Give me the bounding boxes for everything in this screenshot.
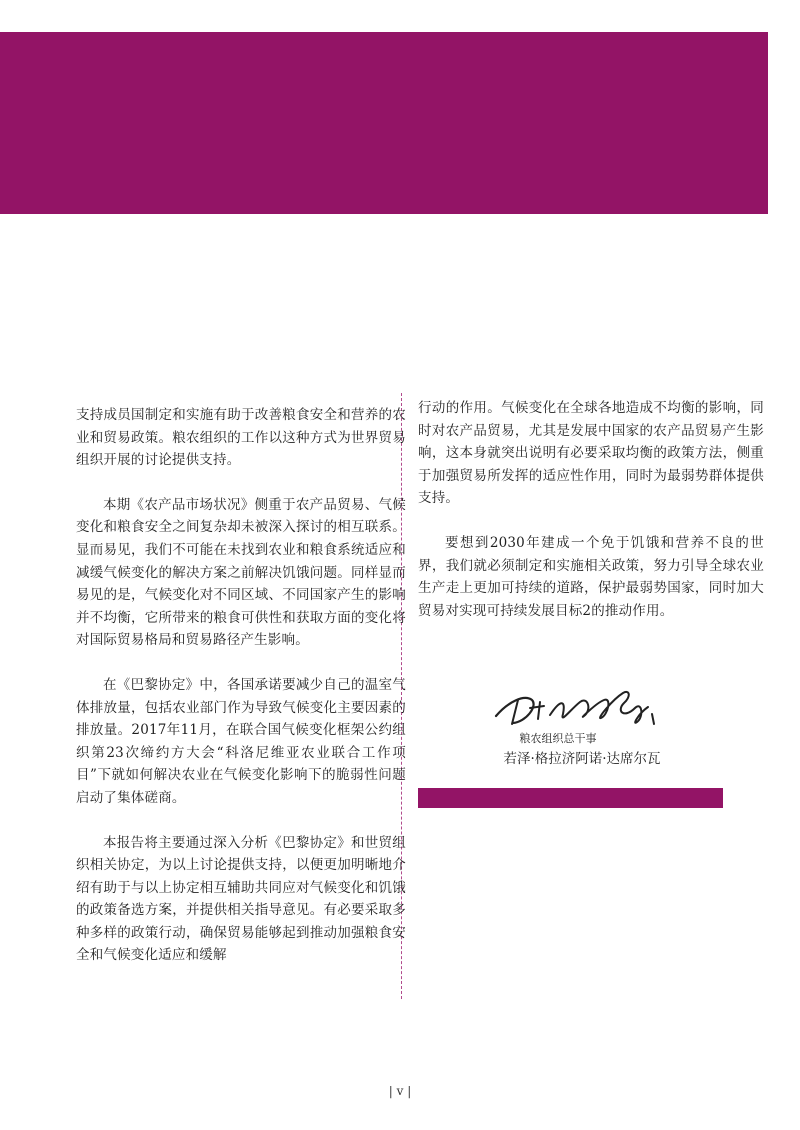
signature-title: 粮农组织总干事 <box>519 732 597 745</box>
right-paragraph-2: 要想到2030年建成一个免于饥饿和营养不良的世界，我们就必须制定和实施相关政策，努力引导全球农业生产走上更加可持续的道路，保护最弱势国家，同时加大贸易对实现可持续发展目标2的推动作用。 <box>418 534 764 619</box>
page-number: | v | <box>388 1084 412 1098</box>
signature-icon <box>488 682 678 738</box>
left-column <box>76 404 406 967</box>
right-column <box>418 397 764 622</box>
bottom-accent-bar <box>418 788 723 808</box>
signature-name: 若泽·格拉济阿诺·达席尔瓦 <box>503 751 661 767</box>
left-paragraph-4: 本报告将主要通过深入分析《巴黎协定》和世贸组织相关协定，为以上讨论提供支持，以便更加明晰地介绍有助于与以上协定相互辅助共同应对气候变化和饥饿的政策备选方案，并提供相关指导意见。有必要采取多种多样的政策行动，确保贸易能够起到推动加强粮食安全和气候变化适应和缓解 <box>76 834 406 964</box>
left-paragraph-3: 在《巴黎协定》中，各国承诺要减少自己的温室气体排放量，包括农业部门作为导致气候变化主要因素的排放量。2017年11月，在联合国气候变化框架公约组织第23次缔约方大会“科洛尼维亚农业联合工作项目”下就如何解决农业在气候变化影响下的脆弱性问题启动了集体磋商。 <box>76 676 406 806</box>
top-banner <box>0 32 768 214</box>
right-paragraph-1: 行动的作用。气候变化在全球各地造成不均衡的影响，同时对农产品贸易，尤其是发展中国家的农产品贸易产生影响，这本身就突出说明有必要采取均衡的政策方法，侧重于加强贸易所发挥的适应性作用，同时为最弱势群体提供支持。 <box>418 400 764 507</box>
left-paragraph-2: 本期《农产品市场状况》侧重于农产品贸易、气候变化和粮食安全之间复杂却未被深入探讨的相互联系。显而易见，我们不可能在未找到农业和粮食系统适应和减缓气候变化的解决方案之前解决饥饿问题。同样显而易见的是，气候变化对不同区域、不同国家产生的影响并不均衡，它所带来的粮食可供性和获取方面的变化将对国际贸易格局和贸易路径产生影响。 <box>76 496 406 649</box>
left-paragraph-1: 支持成员国制定和实施有助于改善粮食安全和营养的农业和贸易政策。粮农组织的工作以这种方式为世界贸易组织开展的讨论提供支持。 <box>76 407 406 469</box>
